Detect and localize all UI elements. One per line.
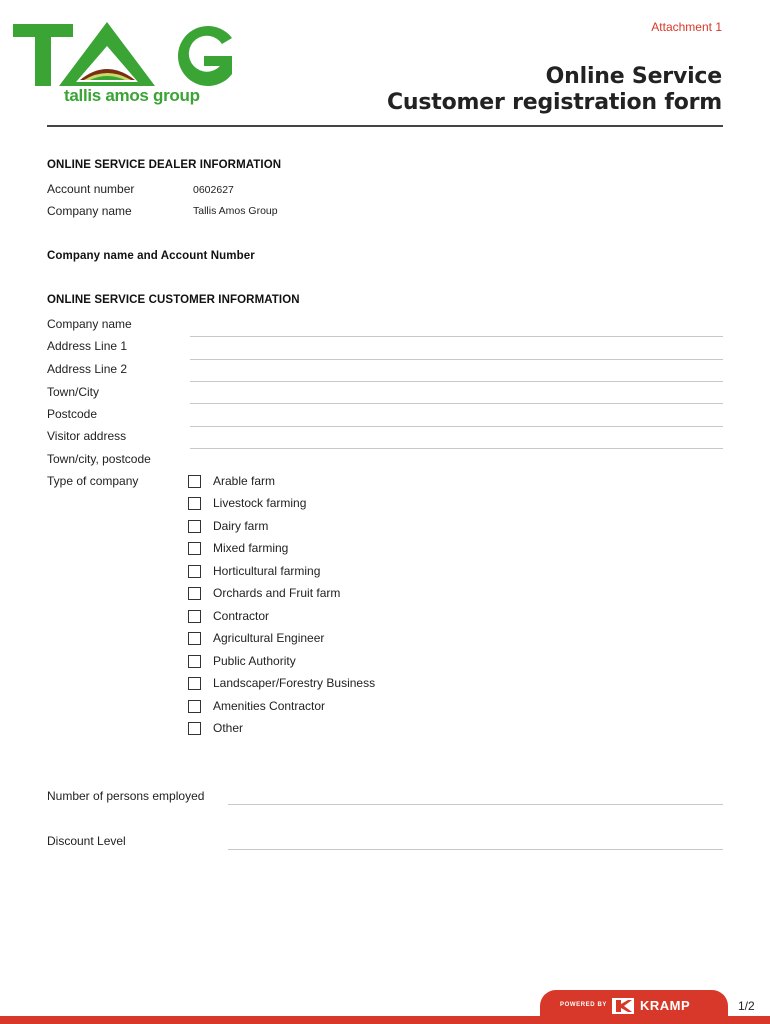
town-city-postcode-input[interactable] xyxy=(190,452,723,466)
logo-subtitle: tallis amos group xyxy=(64,86,200,105)
field-label: Postcode xyxy=(47,407,98,421)
kramp-brand: KRAMP xyxy=(640,998,691,1013)
checkbox-orchards-fruit-farm[interactable] xyxy=(188,587,201,600)
address-line-2-input[interactable] xyxy=(190,381,723,382)
customer-heading: ONLINE SERVICE CUSTOMER INFORMATION xyxy=(47,294,300,306)
dealer-company-label: Company name xyxy=(47,204,132,218)
checkbox-public-authority[interactable] xyxy=(188,655,201,668)
checkbox-livestock-farming[interactable] xyxy=(188,497,201,510)
account-number-value: 0602627 xyxy=(193,184,234,196)
checkbox-label: Dairy farm xyxy=(213,519,269,533)
attachment-label: Attachment 1 xyxy=(651,20,722,34)
field-label: Town/city, postcode xyxy=(47,452,151,466)
checkbox-other[interactable] xyxy=(188,722,201,735)
checkbox-dairy-farm[interactable] xyxy=(188,520,201,533)
checkbox-label: Agricultural Engineer xyxy=(213,631,325,645)
discount-level-label: Discount Level xyxy=(47,834,126,848)
kramp-logo-icon xyxy=(612,998,634,1014)
company-name-input[interactable] xyxy=(190,336,723,337)
checkbox-label: Mixed farming xyxy=(213,541,289,555)
checkbox-amenities-contractor[interactable] xyxy=(188,700,201,713)
checkbox-label: Public Authority xyxy=(213,654,296,668)
checkbox-label: Orchards and Fruit farm xyxy=(213,586,341,600)
visitor-address-input[interactable] xyxy=(190,448,723,449)
field-label: Address Line 1 xyxy=(47,339,128,353)
dealer-company-value: Tallis Amos Group xyxy=(193,205,278,217)
checkbox-mixed-farming[interactable] xyxy=(188,542,201,555)
checkbox-arable-farm[interactable] xyxy=(188,475,201,488)
discount-level-input[interactable] xyxy=(228,849,723,850)
checkbox-label: Livestock farming xyxy=(213,496,307,510)
title-line-1: Online Service xyxy=(545,64,722,89)
field-label: Address Line 2 xyxy=(47,362,128,376)
checkbox-label: Contractor xyxy=(213,609,270,623)
title-line-2: Customer registration form xyxy=(386,90,722,115)
page-title xyxy=(387,64,722,116)
company-account-heading: Company name and Account Number xyxy=(47,250,255,262)
dealer-heading: ONLINE SERVICE DEALER INFORMATION xyxy=(47,159,282,171)
town-city-input[interactable] xyxy=(190,403,723,404)
persons-employed-label: Number of persons employed xyxy=(47,789,205,803)
postcode-input[interactable] xyxy=(190,426,723,427)
checkbox-contractor[interactable] xyxy=(188,610,201,623)
type-of-company-label: Type of company xyxy=(47,474,139,488)
header-divider xyxy=(47,125,723,127)
checkbox-label: Arable farm xyxy=(213,474,276,488)
checkbox-landscaper-forestry[interactable] xyxy=(188,677,201,690)
persons-employed-input[interactable] xyxy=(228,804,723,805)
powered-by-label: POWERED BY xyxy=(560,1002,608,1008)
checkbox-label: Amenities Contractor xyxy=(213,699,326,713)
page-number: 1/2 xyxy=(738,999,755,1013)
checkbox-horticultural-farming[interactable] xyxy=(188,565,201,578)
field-label: Town/City xyxy=(47,385,100,399)
checkbox-label: Landscaper/Forestry Business xyxy=(213,676,376,690)
field-label: Visitor address xyxy=(47,429,127,443)
account-number-label: Account number xyxy=(47,182,135,196)
checkbox-label: Other xyxy=(213,721,244,735)
checkbox-agricultural-engineer[interactable] xyxy=(188,632,201,645)
field-label: Company name xyxy=(47,317,132,331)
checkbox-label: Horticultural farming xyxy=(213,564,321,578)
address-line-1-input[interactable] xyxy=(190,359,723,360)
